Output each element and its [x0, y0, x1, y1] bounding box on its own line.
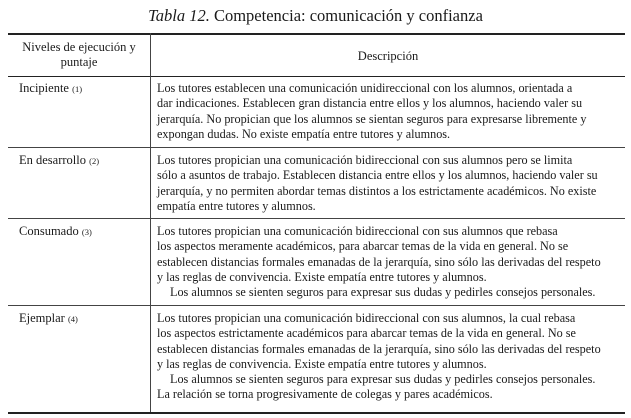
level-score: (1) [72, 84, 83, 94]
row-level-incipiente [19, 81, 82, 97]
description-line: empatía entre tutores y alumnos. [157, 198, 316, 213]
description-line: y las reglas de convivencia. Existe empatía entre tutores y alumnos. [157, 269, 487, 284]
description-line: expongan dudas. No existe empatía entre tutores y alumnos. [157, 126, 451, 141]
description-line: Los alumnos se sienten seguros para expresar sus dudas y pedirles consejos personales. [170, 372, 596, 387]
level-score: (4) [67, 314, 78, 324]
description-line: los aspectos estrictamente académicos para abarcar temas de la vida en general. No se [157, 326, 576, 341]
row-level-en-desarrollo [19, 153, 99, 169]
level-name: En desarrollo [19, 153, 86, 167]
description-line: Los tutores propician una comunicación bidireccional con sus alumnos que rebasa [157, 224, 558, 238]
row-separator [8, 147, 625, 148]
description-line: Los tutores propician una comunicación bidireccional con sus alumnos, la cual rebasa [157, 311, 576, 325]
description-line: Los alumnos se sienten seguros para expresar sus dudas y pedirles consejos personales. [170, 285, 596, 300]
row-description-en-desarrollo [157, 153, 617, 214]
description-line: dar indicaciones. Establecen gran distancia entre ellos y los alumnos, haciendo valer su [157, 96, 583, 111]
column-divider [150, 33, 151, 413]
header-levels: Niveles de ejecución y puntaje [22, 40, 136, 69]
description-line: jerarquía, y no permiten abordar temas distintos a los estrictamente académicos. No existe [157, 183, 597, 198]
row-level-consumado [19, 224, 92, 240]
row-description-incipiente [157, 81, 617, 142]
description-line: Los tutores propician una comunicación bidireccional con sus alumnos pero se limita [157, 153, 573, 167]
description-line: Los tutores establecen una comunicación unidireccional con los alumnos, orientada a [157, 81, 573, 95]
description-line: sólo a asuntos de trabajo. Establecen distancia entre ellos y los alumnos, haciendo valer su [157, 168, 598, 183]
table-bottom-rule [8, 412, 625, 414]
description-line: los aspectos meramente académicos, para abarcar temas de la vida en general. No se [157, 239, 569, 254]
table-title [0, 6, 631, 26]
row-description-consumado [157, 224, 617, 300]
description-line: y las reglas de convivencia. Existe empatía entre tutores y alumnos. [157, 356, 487, 371]
header-description: Descripción [357, 49, 419, 63]
row-separator [8, 218, 625, 219]
row-level-ejemplar [19, 311, 78, 327]
level-score: (3) [81, 227, 92, 237]
description-line: establecen distancias formales emanadas de la jerarquía, sino sólo las derivadas del respeto [157, 341, 601, 356]
level-name: Ejemplar [19, 311, 65, 325]
description-line: establecen distancias formales emanadas de la jerarquía, sino sólo las derivadas del respeto [157, 254, 601, 269]
row-description-ejemplar [157, 311, 617, 403]
description-line: jerarquía. No propician que los alumnos se sientan seguros para expresarse libremente y [157, 111, 587, 126]
table-header-rule [8, 76, 625, 77]
table-title-label: Tabla 12. [148, 6, 210, 25]
row-separator [8, 305, 625, 306]
level-score: (2) [89, 156, 100, 166]
table-top-rule [8, 33, 625, 35]
description-line: La relación se torna progresivamente de colegas y pares académicos. [157, 387, 493, 402]
level-name: Incipiente [19, 81, 69, 95]
level-name: Consumado [19, 224, 79, 238]
table-title-text: Competencia: comunicación y confianza [213, 6, 483, 25]
